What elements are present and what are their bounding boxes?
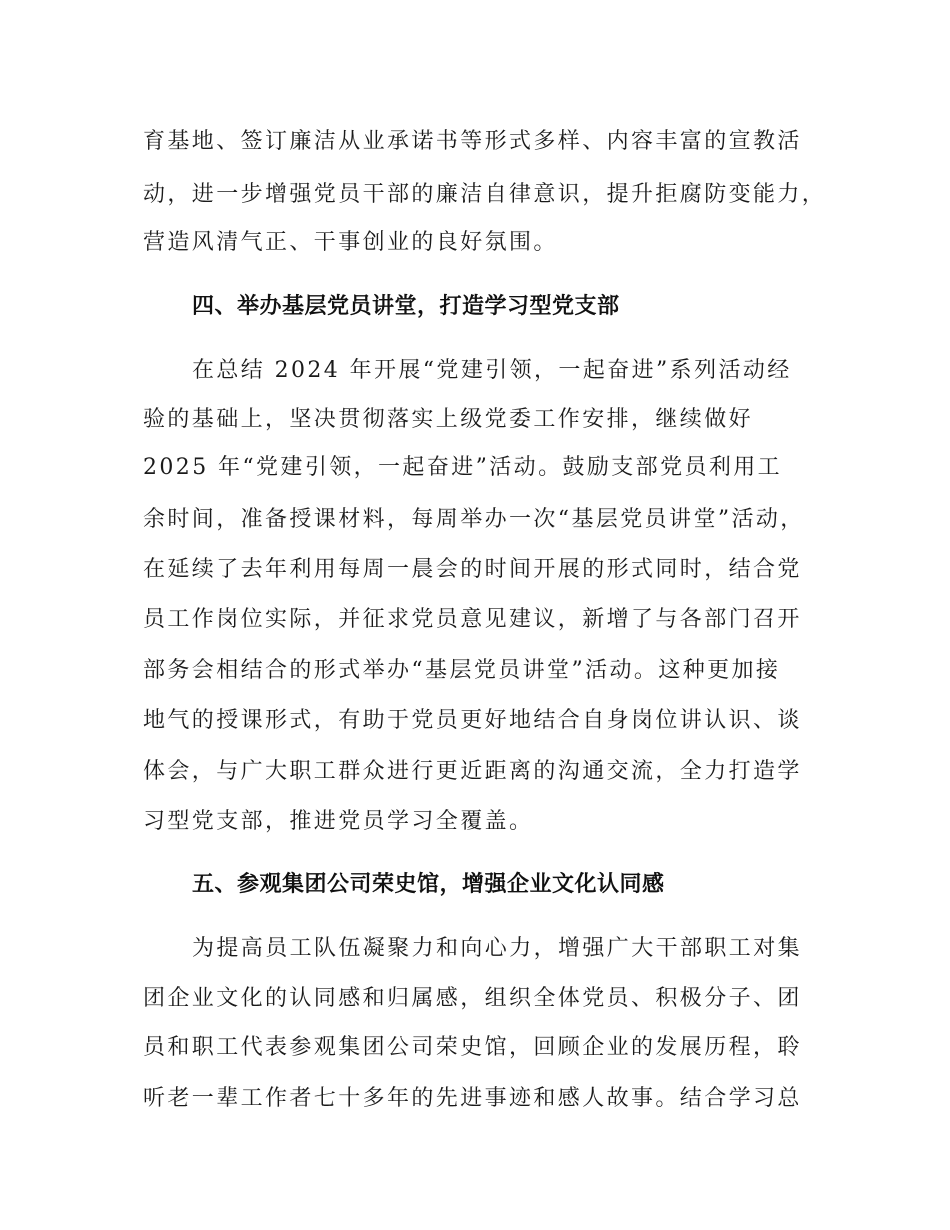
paragraph-line: 团企业文化的认同感和归属感，组织全体党员、积极分子、团 <box>143 986 802 1011</box>
section-heading-4: 四、举办基层党员讲堂，打造学习型党支部 <box>192 294 620 319</box>
paragraph-line: 体会，与广大职工群众进行更近距离的沟通交流，全力打造学 <box>143 759 802 784</box>
paragraph-line: 验的基础上，坚决贯彻落实上级党委工作安排，继续做好 <box>143 407 754 432</box>
paragraph-line: 听老一辈工作者七十多年的先进事迹和感人故事。结合学习总 <box>143 1086 802 1111</box>
section-heading-5: 五、参观集团公司荣史馆，增强企业文化认同感 <box>192 872 665 897</box>
paragraph-line: 地气的授课形式，有助于党员更好地结合自身岗位讲认识、谈 <box>143 708 802 733</box>
paragraph-line: 余时间，准备授课材料，每周举办一次“基层党员讲堂”活动， <box>143 507 805 532</box>
paragraph-line: 为提高员工队伍凝聚力和向心力，增强广大干部职工对集 <box>192 936 803 961</box>
paragraph-line: 2025 年“党建引领，一起奋进”活动。鼓励支部党员利用工 <box>143 455 783 480</box>
paragraph-line: 员工作岗位实际，并征求党员意见建议，新增了与各部门召开 <box>143 607 802 632</box>
paragraph-line: 员和职工代表参观集团公司荣史馆，回顾企业的发展历程，聆 <box>143 1035 802 1060</box>
paragraph-line: 在总结 2024 年开展“党建引领，一起奋进”系列活动经 <box>192 358 792 383</box>
paragraph-line: 部务会相结合的形式举办“基层党员讲堂”活动。这种更加接 <box>143 658 781 683</box>
paragraph-line: 营造风清气正、干事创业的良好氛围。 <box>143 230 558 255</box>
paragraph-line: 在延续了去年利用每周一晨会的时间开展的形式同时，结合党 <box>143 557 802 582</box>
paragraph-line: 习型党支部，推进党员学习全覆盖。 <box>143 809 534 834</box>
paragraph-line: 动，进一步增强党员干部的廉洁自律意识，提升拒腐防变能力， <box>143 182 827 207</box>
paragraph-line: 育基地、签订廉洁从业承诺书等形式多样、内容丰富的宣教活 <box>143 129 802 154</box>
